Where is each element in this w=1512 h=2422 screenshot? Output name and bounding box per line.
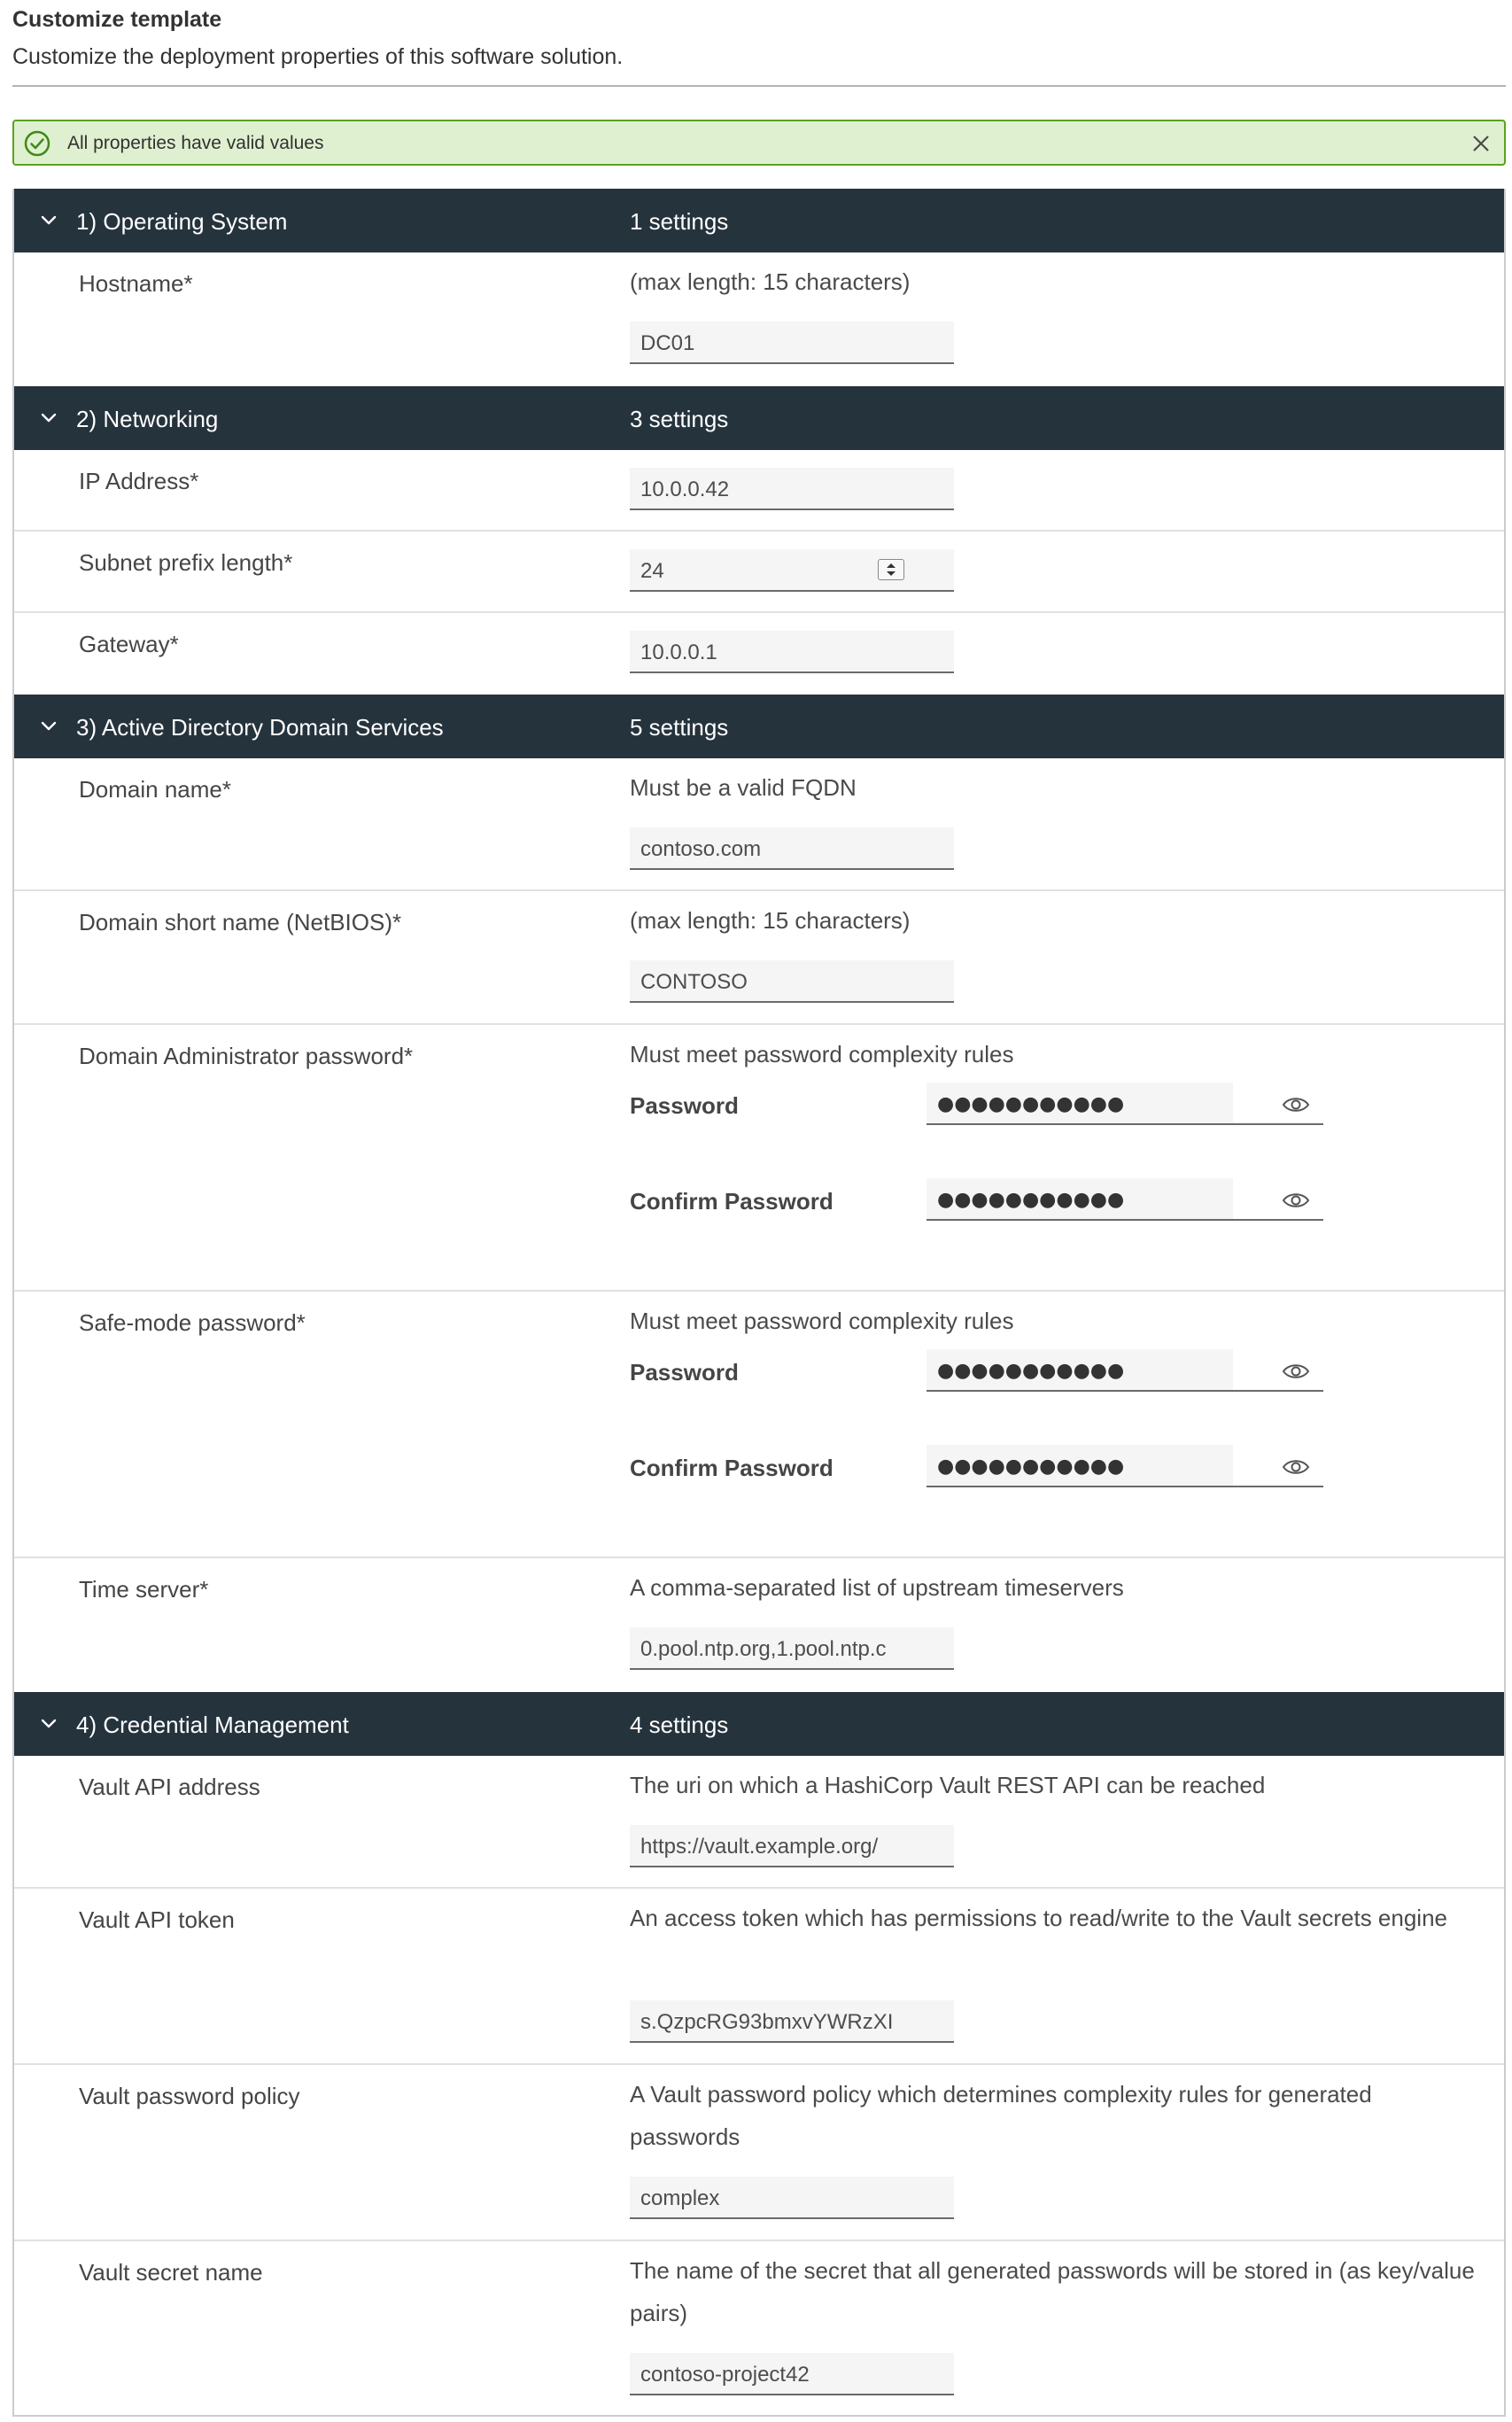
property-label: Gateway* <box>79 631 179 657</box>
check-circle-icon <box>23 129 51 158</box>
property-label: Vault API token <box>79 1906 235 1933</box>
property-row-vault-api-token <box>14 1889 1504 2065</box>
property-description: The uri on which a HashiCorp Vault REST API can be reached <box>630 1772 1266 1798</box>
section-active-directory <box>14 695 1504 1692</box>
eye-icon[interactable] <box>1281 1456 1311 1478</box>
property-description: Must meet password complexity rules <box>630 1041 1014 1067</box>
header-divider <box>12 85 1506 87</box>
property-description: A comma-separated list of upstream timeservers <box>630 1574 1124 1601</box>
property-label: Vault secret name <box>79 2259 263 2286</box>
section-title: 4) Credential Management <box>76 1712 349 1738</box>
property-row-netbios-name <box>14 891 1504 1025</box>
property-row-vault-secret-name <box>14 2241 1504 2415</box>
domain-name-input[interactable] <box>630 827 954 870</box>
spinner-arrows-icon[interactable] <box>878 559 904 580</box>
property-row-subnet-prefix <box>14 532 1504 613</box>
hostname-input[interactable] <box>630 322 954 364</box>
domain-admin-password-input[interactable] <box>927 1083 1233 1123</box>
property-label: Domain name* <box>79 776 231 803</box>
section-header-networking[interactable] <box>14 386 1504 450</box>
property-label: Hostname* <box>79 270 193 297</box>
vault-api-address-input[interactable] <box>630 1825 954 1867</box>
confirm-password-label: Confirm Password <box>630 1188 834 1215</box>
section-settings-count: 4 settings <box>630 1712 729 1738</box>
safe-mode-password-input[interactable] <box>927 1349 1233 1390</box>
property-label: Safe-mode password* <box>79 1309 306 1336</box>
property-description: Must be a valid FQDN <box>630 774 857 801</box>
property-label: Vault API address <box>79 1774 260 1800</box>
property-label: Domain Administrator password* <box>79 1043 414 1069</box>
vault-password-policy-input[interactable] <box>630 2177 954 2219</box>
property-description: The name of the secret that all generated passwords will be stored in (as key/value pairs) <box>630 2257 1475 2326</box>
section-header-active-directory[interactable] <box>14 695 1504 758</box>
section-settings-count: 5 settings <box>630 714 729 741</box>
property-description: (max length: 15 characters) <box>630 907 911 934</box>
page-title: Customize template <box>12 7 222 32</box>
properties-list <box>12 189 1506 2417</box>
chevron-down-icon <box>37 1713 60 1735</box>
property-label: Domain short name (NetBIOS)* <box>79 909 402 935</box>
close-icon[interactable] <box>1467 129 1495 158</box>
safe-mode-password-field <box>927 1349 1323 1392</box>
confirm-password-label: Confirm Password <box>630 1455 834 1481</box>
section-operating-system <box>14 189 1504 386</box>
vault-secret-name-input[interactable] <box>630 2353 954 2395</box>
chevron-down-icon <box>37 210 60 231</box>
property-row-vault-api-address <box>14 1756 1504 1889</box>
page-subtitle: Customize the deployment properties of this software solution. <box>12 44 624 69</box>
property-description: An access token which has permissions to read/write to the Vault secrets engine <box>630 1905 1447 1931</box>
section-title: 1) Operating System <box>76 208 288 235</box>
alert-message: All properties have valid values <box>67 133 324 153</box>
section-header-operating-system[interactable] <box>14 189 1504 252</box>
domain-admin-password-field <box>927 1083 1323 1125</box>
section-credential-management <box>14 1692 1504 2415</box>
section-settings-count: 3 settings <box>630 406 729 432</box>
section-title: 3) Active Directory Domain Services <box>76 714 444 741</box>
property-description: Must meet password complexity rules <box>630 1308 1014 1334</box>
property-row-time-server <box>14 1558 1504 1692</box>
section-title: 2) Networking <box>76 406 219 432</box>
property-row-domain-admin-password <box>14 1025 1504 1292</box>
property-label: Vault password policy <box>79 2083 300 2109</box>
property-description: A Vault password policy which determines complexity rules for generated passwords <box>630 2081 1372 2150</box>
property-description: (max length: 15 characters) <box>630 268 911 295</box>
eye-icon[interactable] <box>1281 1190 1311 1211</box>
section-header-credential-management[interactable] <box>14 1692 1504 1756</box>
domain-admin-confirm-password-input[interactable] <box>927 1178 1233 1219</box>
property-label: IP Address* <box>79 468 199 494</box>
page-header <box>0 0 1512 89</box>
password-label: Password <box>630 1359 739 1386</box>
password-label: Password <box>630 1092 739 1119</box>
time-server-input[interactable] <box>630 1627 954 1670</box>
section-networking <box>14 386 1504 695</box>
vault-api-token-input[interactable] <box>630 2000 954 2043</box>
property-label: Subnet prefix length* <box>79 549 293 576</box>
eye-icon[interactable] <box>1281 1094 1311 1115</box>
property-row-gateway <box>14 613 1504 695</box>
validation-alert <box>12 120 1506 166</box>
netbios-name-input[interactable] <box>630 960 954 1003</box>
eye-icon[interactable] <box>1281 1361 1311 1382</box>
property-label: Time server* <box>79 1576 209 1603</box>
property-row-hostname <box>14 252 1504 386</box>
gateway-input[interactable] <box>630 631 954 673</box>
subnet-prefix-input[interactable] <box>630 549 954 592</box>
property-row-ip-address <box>14 450 1504 532</box>
ip-address-input[interactable] <box>630 468 954 510</box>
section-settings-count: 1 settings <box>630 208 729 235</box>
safe-mode-confirm-password-field <box>927 1445 1323 1487</box>
property-row-domain-name <box>14 758 1504 891</box>
safe-mode-confirm-password-input[interactable] <box>927 1445 1233 1486</box>
property-row-safe-mode-password <box>14 1292 1504 1558</box>
chevron-down-icon <box>37 716 60 737</box>
domain-admin-confirm-password-field <box>927 1178 1323 1221</box>
property-row-vault-password-policy <box>14 2065 1504 2241</box>
chevron-down-icon <box>37 408 60 429</box>
